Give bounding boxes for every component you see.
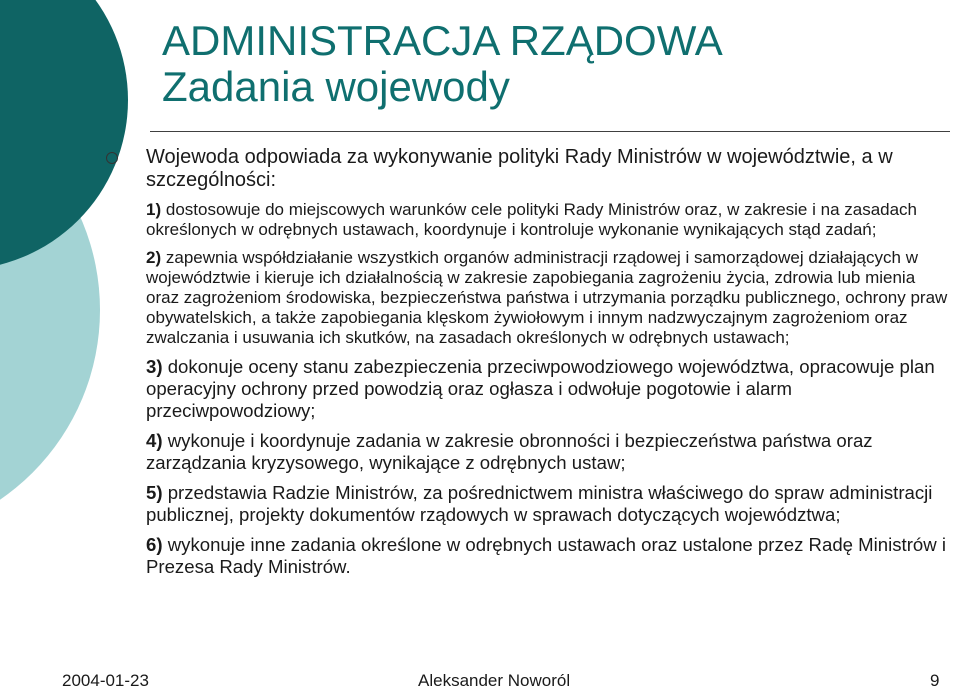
title-line-2: Zadania wojewody (162, 63, 510, 110)
slide-title (162, 18, 942, 110)
bullet-circle-icon (106, 152, 118, 164)
decorative-circles (0, 0, 140, 695)
slide-content (146, 146, 951, 586)
footer-author: Aleksander Noworól (418, 671, 571, 690)
task-text: wykonuje inne zadania określone w odrębnych ustawach oraz ustalone przez Radę Ministrów i Prezesa Rady Ministrów. (146, 534, 946, 577)
task-text: dostosowuje do miejscowych warunków cele polityki Rady Ministrów oraz, w zakresie i na zasadach określonych w odrębnych ustawach, koordynuje i kontroluje wykonanie wynikających stąd zadań; (146, 200, 918, 239)
intro-text: Wojewoda odpowiada za wykonywanie polityki Rady Ministrów w województwie, a w szczególności: (146, 146, 893, 191)
title-line-1: ADMINISTRACJA RZĄDOWA (162, 17, 723, 64)
footer-date: 2004-01-23 (62, 671, 149, 690)
task-number: 4) (146, 430, 163, 451)
task-number: 6) (146, 534, 163, 555)
dark-teal-circle (0, 0, 128, 270)
task-number: 1) (146, 200, 162, 219)
task-number: 3) (146, 356, 163, 377)
task-number: 2) (146, 248, 162, 267)
task-text: zapewnia współdziałanie wszystkich organów administracji rządowej i samorządowej działających w województwie i kieruje ich działalnością w zakresie zapobiegania zagrożeniu życia, zdrowia lub mienia oraz zagrożeniom środowiska, bezpieczeństwa państwa i utrzymania porządku publicznego, ochrony praw obywatelskich, a także zapobiegania klęskom żywiołowym i innym nadzwyczajnym zagrożeniom oraz zwalczania i usuwania ich skutków, na zasadach określonych w odrębnych ustawach; (146, 248, 948, 347)
task-text: dokonuje oceny stanu zabezpieczenia przeciwpowodziowego województwa, opracowuje plan operacyjny ochrony przed powodzią oraz ogłasza i odwołuje pogotowie i alarm przeciwpowodziowy; (146, 356, 935, 421)
task-item-2 (146, 248, 951, 348)
task-item-1 (146, 200, 951, 240)
footer-page-number: 9 (930, 671, 940, 690)
task-text: wykonuje i koordynuje zadania w zakresie obronności i bezpieczeństwa państwa oraz zarządzania kryzysowego, wynikające z odrębnych ustaw; (146, 430, 873, 473)
task-item-6 (146, 534, 951, 578)
task-number: 5) (146, 482, 163, 503)
title-divider (150, 131, 950, 132)
task-item-3 (146, 356, 951, 422)
task-item-5 (146, 482, 951, 526)
task-item-4 (146, 430, 951, 474)
task-text: przedstawia Radzie Ministrów, za pośrednictwem ministra właściwego do spraw administracji publicznej, projekty dokumentów rządowych w sprawach dotyczących województwa; (146, 482, 933, 525)
